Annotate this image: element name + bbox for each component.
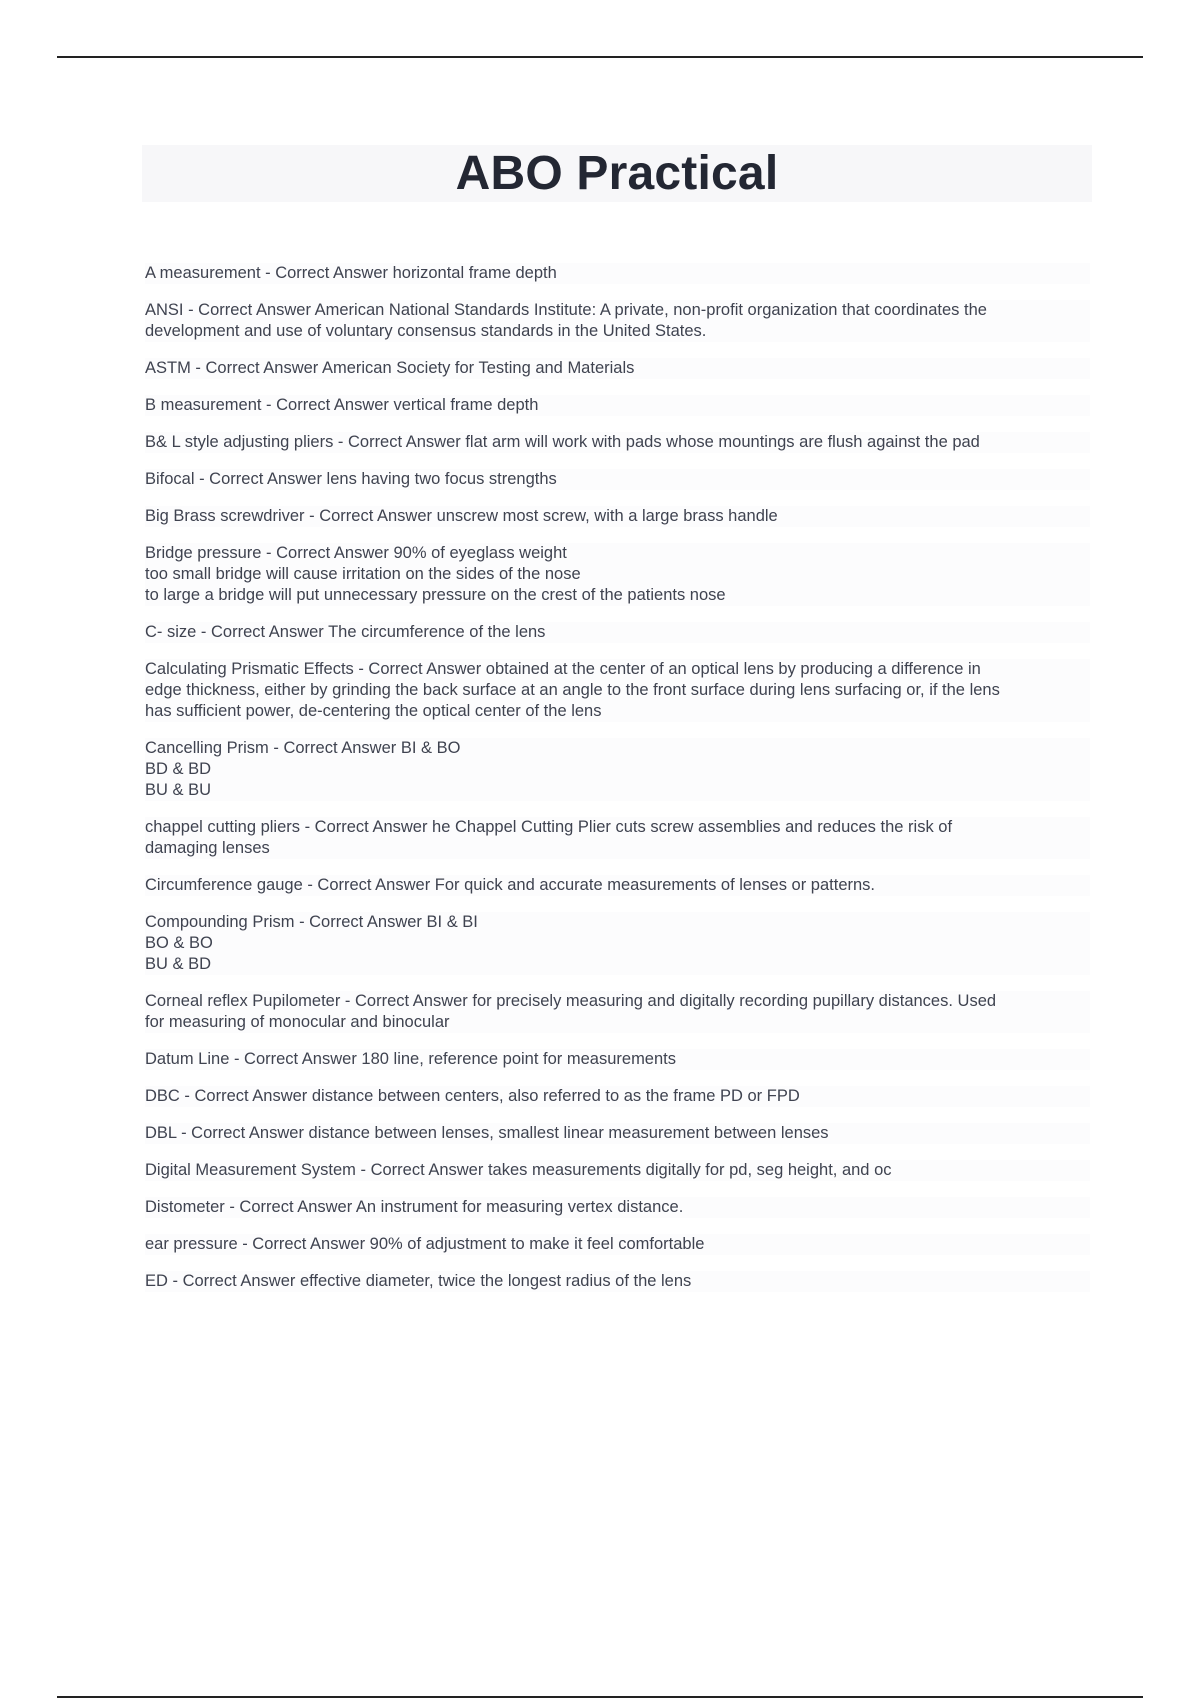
entry-continuation-line: has sufficient power, de-centering the optical center of the lens [145,702,602,720]
entry-continuation-line: for measuring of monocular and binocular [145,1013,450,1031]
entry-continuation-line: BO & BO [145,934,213,952]
entry-continuation-line: too small bridge will cause irritation on the sides of the nose [145,565,581,583]
flashcard-entry [145,395,1090,416]
entry-term-answer: Bifocal - Correct Answer lens having two focus strengths [145,470,557,488]
entry-term-answer: Big Brass screwdriver - Correct Answer unscrew most screw, with a large brass handle [145,507,778,525]
flashcard-entry [145,543,1090,606]
flashcard-entry [145,432,1090,453]
flashcard-entry [145,659,1090,722]
entry-term-answer: Cancelling Prism - Correct Answer BI & BO [145,739,461,757]
entry-term-answer: Distometer - Correct Answer An instrument for measuring vertex distance. [145,1198,684,1216]
entry-term-answer: C- size - Correct Answer The circumference of the lens [145,623,546,641]
entry-term-answer: A measurement - Correct Answer horizontal frame depth [145,264,557,282]
flashcard-entry [145,622,1090,643]
entry-continuation-line: BD & BD [145,760,212,778]
flashcard-entry [145,1271,1090,1292]
page-title: ABO Practical [455,147,779,200]
entry-term-answer: ear pressure - Correct Answer 90% of adjustment to make it feel comfortable [145,1235,705,1253]
entry-term-answer: B measurement - Correct Answer vertical frame depth [145,396,539,414]
flashcard-entry [145,358,1090,379]
flashcard-entry [145,912,1090,975]
entry-term-answer: ED - Correct Answer effective diameter, twice the longest radius of the lens [145,1272,692,1290]
flashcard-entry [145,1049,1090,1070]
flashcard-entry [145,1086,1090,1107]
entry-term-answer: Digital Measurement System - Correct Answer takes measurements digitally for pd, seg height, and oc [145,1161,892,1179]
entry-term-answer: ASTM - Correct Answer American Society for Testing and Materials [145,359,635,377]
flashcard-entry [145,875,1090,896]
flashcard-list [145,263,1090,1308]
flashcard-entry [145,1197,1090,1218]
flashcard-entry [145,738,1090,801]
flashcard-entry [145,817,1090,859]
entry-continuation-line: to large a bridge will put unnecessary pressure on the crest of the patients nose [145,586,726,604]
flashcard-entry [145,300,1090,342]
flashcard-entry [145,263,1090,284]
flashcard-entry [145,1123,1090,1144]
flashcard-entry [145,1234,1090,1255]
entry-continuation-line: damaging lenses [145,839,270,857]
entry-term-answer: B& L style adjusting pliers - Correct Answer flat arm will work with pads whose mountings are flush against the pad [145,433,980,451]
entry-term-answer: DBC - Correct Answer distance between centers, also referred to as the frame PD or FPD [145,1087,800,1105]
entry-continuation-line: edge thickness, either by grinding the back surface at an angle to the front surface during lens surfacing or, if the lens [145,681,1000,699]
entry-continuation-line: BU & BU [145,781,212,799]
entry-term-answer: chappel cutting pliers - Correct Answer he Chappel Cutting Plier cuts screw assemblies and reduces the risk of [145,818,953,836]
entry-term-answer: DBL - Correct Answer distance between lenses, smallest linear measurement between lenses [145,1124,829,1142]
flashcard-entry [145,1160,1090,1181]
entry-continuation-line: development and use of voluntary consensus standards in the United States. [145,322,707,340]
entry-term-answer: ANSI - Correct Answer American National Standards Institute: A private, non-profit organization that coordinates the [145,301,987,319]
bottom-rule [57,1696,1143,1698]
flashcard-entry [145,469,1090,490]
top-rule [57,56,1143,58]
flashcard-entry [145,506,1090,527]
entry-term-answer: Corneal reflex Pupilometer - Correct Answer for precisely measuring and digitally recording pupillary distances. Used [145,992,997,1010]
entry-term-answer: Compounding Prism - Correct Answer BI & BI [145,913,478,931]
entry-term-answer: Datum Line - Correct Answer 180 line, reference point for measurements [145,1050,676,1068]
entry-continuation-line: BU & BD [145,955,212,973]
entry-term-answer: Circumference gauge - Correct Answer For quick and accurate measurements of lenses or patterns. [145,876,875,894]
title-banner [142,145,1092,202]
entry-term-answer: Calculating Prismatic Effects - Correct Answer obtained at the center of an optical lens by producing a difference in [145,660,981,678]
flashcard-entry [145,991,1090,1033]
entry-term-answer: Bridge pressure - Correct Answer 90% of eyeglass weight [145,544,567,562]
